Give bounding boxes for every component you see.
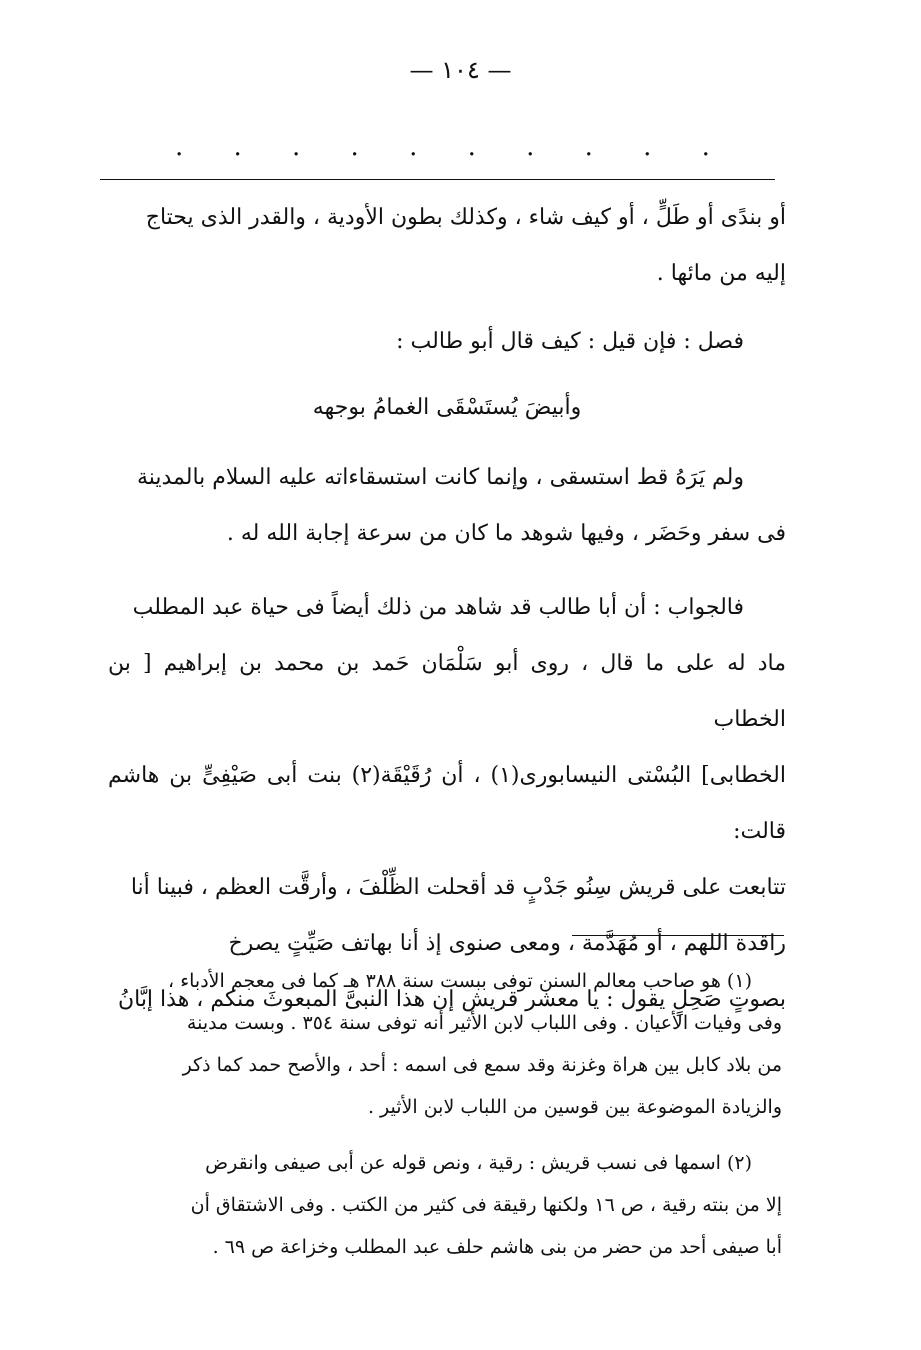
section-heading: فصل : فإن قيل : كيف قال أبو طالب : bbox=[396, 329, 744, 354]
footnotes bbox=[120, 960, 782, 1268]
text-line: ولم يَرَهُ قط استسقى ، وإنما كانت استسقاءاته عليه السلام بالمدينة bbox=[136, 465, 744, 490]
text-line: ماد له على ما قال ، روى أبو سَلْمَان حَمد بن محمد بن إبراهيم [ بن الخطاب bbox=[108, 651, 786, 732]
text-line: بصوتٍ صَحِلٍ يقول : يا معشر قريش إن هذا النبىَّ المبعوثَ منكم ، هذا إبَّانُ bbox=[117, 987, 786, 1012]
poetry-verse: وأبيضَ يُستَسْقَى الغمامُ بوجهه bbox=[312, 395, 582, 420]
text-line: أو بندًى أو طَلٍّ ، أو كيف شاء ، وكذلك بطون الأودية ، والقدر الذى يحتاج bbox=[145, 205, 786, 230]
dot: . bbox=[526, 132, 535, 162]
dot: . bbox=[584, 132, 593, 162]
text-line: الخطابى] البُسْتى النيسابورى(١) ، أن رُقَيْقَة(٢) بنت أبى صَيْفِىٍّ بن هاشم قالت: bbox=[108, 763, 786, 844]
spacer bbox=[108, 302, 786, 314]
page-number: — ١٠٤ — bbox=[409, 56, 512, 84]
spacer bbox=[108, 562, 786, 580]
dot: . bbox=[233, 132, 242, 162]
footnote-1: (١) هو صاحب معالم السنن توفى ببست سنة ٣٨٨ هـ كما فى معجم الأدباء ، bbox=[168, 970, 752, 992]
header-divider bbox=[100, 179, 775, 180]
text-line: تتابعت على قريش سِنُو جَدْبٍ قد أقحلت الظِّلْفَ ، وأرقَّت العظم ، فبينا أنا bbox=[130, 875, 786, 900]
dot: . bbox=[175, 132, 184, 162]
footnote-line: من بلاد كابل بين هراة وغزنة وقد سمع فى اسمه : أحد ، والأصح حمد كما ذكر bbox=[182, 1054, 782, 1076]
footnote-divider bbox=[572, 935, 784, 936]
spacer bbox=[108, 438, 786, 450]
main-text bbox=[108, 190, 786, 1028]
text-line: فالجواب : أن أبا طالب قد شاهد من ذلك أيضاً فى حياة عبد المطلب bbox=[132, 595, 744, 620]
footnote-line: وفى وفيات الأعيان . وفى اللباب لابن الأثير أنه توفى سنة ٣٥٤ . وبست مدينة bbox=[186, 1012, 782, 1034]
spacer bbox=[120, 1128, 782, 1142]
footnote-line: والزيادة الموضوعة بين قوسين من اللباب لابن الأثير . bbox=[367, 1096, 782, 1118]
footnote-line: إلا من بنته رقية ، ص ١٦ ولكنها رقيقة فى كثير من الكتب . وفى الاشتقاق أن bbox=[190, 1194, 782, 1216]
text-line: فى سفر وحَضَر ، وفيها شوهد ما كان من سرعة إجابة الله له . bbox=[226, 521, 786, 546]
dot: . bbox=[701, 132, 710, 162]
dot: . bbox=[292, 132, 301, 162]
dot: . bbox=[409, 132, 418, 162]
footnote-line: أبا صيفى أحد من حضر من بنى هاشم حلف عبد المطلب وخزاعة ص ٦٩ . bbox=[212, 1236, 782, 1258]
footnote-2: (٢) اسمها فى نسب قريش : رقية ، ونص قوله عن أبى صيفى وانقرض bbox=[205, 1152, 752, 1174]
dot: . bbox=[350, 132, 359, 162]
text-line: راقدة اللهم ، أو مُهَدَّمة ، ومعى صنوى إذ أنا بهاتف صَيِّتٍ يصرخ bbox=[228, 931, 786, 956]
separator-dots bbox=[175, 132, 710, 162]
dot: . bbox=[467, 132, 476, 162]
text-line: إليه من مائها . bbox=[656, 261, 786, 286]
dot: . bbox=[643, 132, 652, 162]
